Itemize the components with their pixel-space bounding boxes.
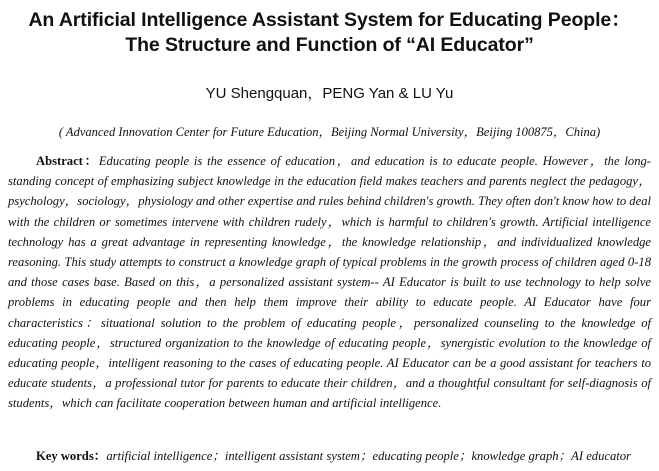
authors: YU Shengquan，PENG Yan & LU Yu (205, 85, 454, 102)
abstract-label: Abstract： (36, 154, 99, 168)
abstract-text: Educating people is the essence of education，and education is to educate people. However，the long-standing concept of emphasizing subject knowledge in the education field makes teachers and parents neglect the pedagogy，psychology，sociology，physiology and other expertise and rules behind children's growth. They often don't know how to deal with the children or sometimes intervene with children rudely，which is harmful to children's growth. Artificial intelligence technology has a great advantage in representing knowledge，the knowledge relationship，and individualized knowledge reasoning. This study attempts to construct a knowledge graph of typical problems in the growth process of children aged 0-18 and those cases base. Based on this，a personalized assistant system-- AI Educator is built to use technology to help solve problems in educating people and then help them improve their ability to educate people. AI Educator have four characteristics：situational solution to the problem of educating people，personalized counseling to the knowledge of educating people，structured organization to the knowledge of educating people，synergistic evolution to the knowledge of educating people，intelligent reasoning to the cases of educating people. AI Educator can be a good assistant for teachers to educate students，a professional tutor for parents to educate their children，and a thoughtful consultant for self-diagnosis of students，which can facilitate cooperation between human and artificial intelligence. (8, 154, 651, 411)
keywords-label: Key words： (36, 449, 107, 463)
title-line-1: An Artificial Intelligence Assistant System for Educating People： (28, 9, 631, 31)
affiliation: ( Advanced Innovation Center for Future Education，Beijing Normal University，Beijing 100875，China) (58, 125, 601, 139)
abstract-paragraph (8, 151, 651, 414)
title-line-2: The Structure and Function of “AI Educator” (125, 34, 534, 56)
keywords-line (36, 446, 651, 466)
keywords-text: artificial intelligence；intelligent assistant system；educating people；knowledge graph；AI educator (106, 449, 631, 463)
